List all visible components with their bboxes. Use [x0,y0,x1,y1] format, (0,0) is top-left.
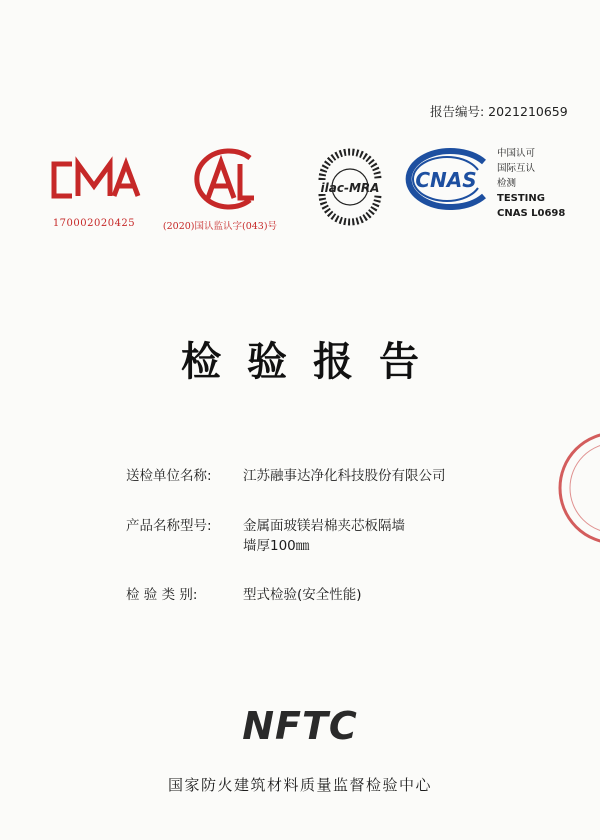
field-value-client: 江苏融事达净化科技股份有限公司 [243,468,446,484]
nftc-logo: NFTC [242,704,358,748]
svg-text:CNAS: CNAS [415,168,477,192]
cnas-line-2: 国际互认 [497,163,536,174]
cnas-accreditation-text [497,146,565,221]
field-value-product-thickness: 墙厚100㎜ [243,538,310,554]
field-label-product: 产品名称型号: [126,518,212,534]
report-number: 报告编号: 2021210659 [430,104,568,119]
cma-logo [44,150,144,210]
cnas-logo [400,146,492,212]
field-label-test-type: 检 验 类 别: [126,587,198,603]
cal-logo [180,146,262,212]
page-title: 检验报告 [181,339,445,385]
field-value-product: 金属面玻镁岩棉夹芯板隔墙 [243,518,405,534]
cnas-line-3: 检测 [497,178,517,189]
ilac-mra-logo [310,146,390,226]
cma-certificate-code: 170002020425 [52,218,136,229]
svg-text:ilac-MRA: ilac-MRA [320,181,380,195]
cnas-line-4: TESTING [497,193,545,204]
red-seal-stamp [555,428,600,548]
organization-name: 国家防火建筑材料质量监督检验中心 [167,776,432,794]
field-label-client: 送检单位名称: [126,468,212,484]
cal-certificate-code: (2020)国认监认字(043)号 [162,221,278,232]
cnas-line-5: CNAS L0698 [497,208,566,219]
cnas-line-1: 中国认可 [497,148,536,159]
field-value-test-type: 型式检验(安全性能) [243,587,362,603]
